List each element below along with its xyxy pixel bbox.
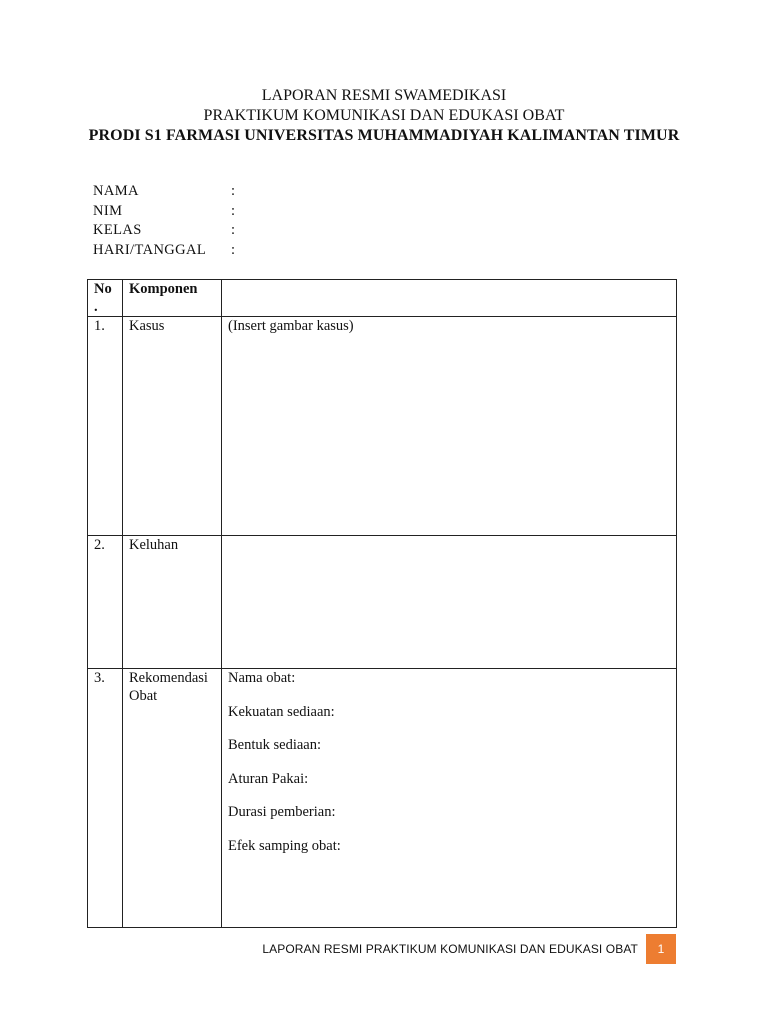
row-number: 2. bbox=[88, 536, 123, 669]
table-header-row bbox=[88, 280, 677, 317]
header-komponen: Komponen bbox=[123, 280, 222, 317]
row-content[interactable]: (Insert gambar kasus) bbox=[222, 317, 677, 536]
table-row bbox=[88, 317, 677, 536]
identity-label: HARI/TANGGAL bbox=[93, 241, 207, 258]
identity-label: KELAS bbox=[93, 222, 142, 238]
identity-block bbox=[93, 182, 241, 260]
field-nama-obat: Nama obat: bbox=[228, 670, 296, 686]
identity-label: NIM bbox=[93, 202, 123, 219]
row-komponen: Kasus bbox=[123, 317, 222, 536]
table-row bbox=[88, 536, 677, 669]
identity-label: NAMA bbox=[93, 183, 139, 199]
field-kekuatan-sediaan: Kekuatan sediaan: bbox=[228, 703, 335, 720]
header-no: No . bbox=[88, 280, 123, 317]
title-line-2: PRAKTIKUM KOMUNIKASI DAN EDUKASI OBAT bbox=[203, 107, 565, 124]
row-content[interactable] bbox=[222, 536, 677, 669]
identity-colon: : bbox=[231, 241, 236, 258]
page-footer bbox=[0, 934, 768, 964]
identity-row-nim bbox=[93, 202, 241, 222]
row-number: 3. bbox=[88, 669, 123, 928]
row-komponen: Keluhan bbox=[123, 536, 222, 669]
identity-row-kelas bbox=[93, 221, 241, 241]
report-table bbox=[87, 279, 677, 928]
identity-colon: : bbox=[231, 202, 236, 219]
row-number: 1. bbox=[88, 317, 123, 536]
document-title bbox=[0, 86, 768, 146]
field-durasi-pemberian: Durasi pemberian: bbox=[228, 804, 336, 820]
identity-colon: : bbox=[231, 222, 236, 238]
title-line-3: PRODI S1 FARMASI UNIVERSITAS MUHAMMADIYAH KALIMANTAN TIMUR bbox=[88, 127, 680, 144]
identity-row-nama bbox=[93, 182, 241, 202]
footer-text: LAPORAN RESMI PRAKTIKUM KOMUNIKASI DAN EDUKASI OBAT bbox=[262, 942, 638, 956]
field-aturan-pakai: Aturan Pakai: bbox=[228, 770, 309, 787]
table-row bbox=[88, 669, 677, 928]
field-bentuk-sediaan: Bentuk sediaan: bbox=[228, 737, 322, 753]
header-empty bbox=[222, 280, 677, 317]
title-line-1: LAPORAN RESMI SWAMEDIKASI bbox=[261, 87, 507, 104]
row-content[interactable] bbox=[222, 669, 677, 928]
page-number: 1 bbox=[646, 934, 676, 964]
identity-colon: : bbox=[231, 183, 236, 199]
field-efek-samping: Efek samping obat: bbox=[228, 837, 341, 854]
identity-row-hari-tanggal bbox=[93, 241, 241, 261]
row-komponen: Rekomendasi Obat bbox=[123, 669, 222, 928]
